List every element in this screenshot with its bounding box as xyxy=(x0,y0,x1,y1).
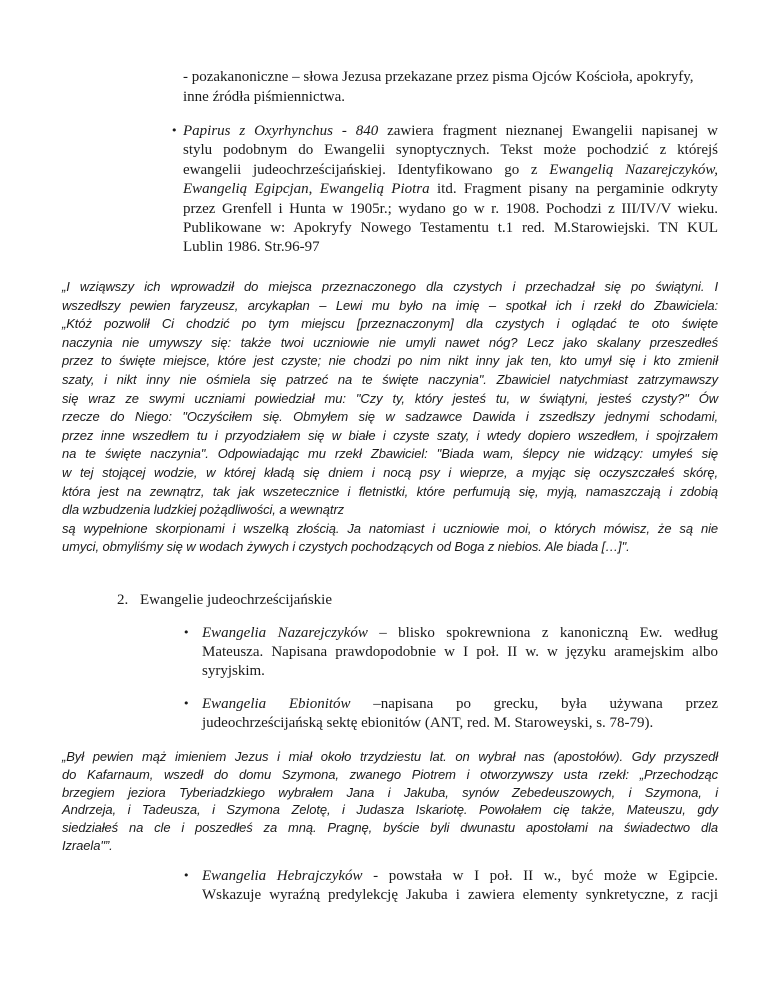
list-item-nazarejczykow xyxy=(202,624,718,681)
text-line xyxy=(202,624,718,643)
text-segment: na te święte naczynia". Odpowiadając mu rzekł Zbawiciel: "Biada wam, ślepcy nie widzący: umyłeś się xyxy=(62,446,718,462)
list-item-ebionitow xyxy=(202,695,718,733)
text-segment: , xyxy=(308,181,320,198)
text-line xyxy=(62,837,718,855)
text-segment: się wraz ze swymi uczniami powiedział mu: "Czy ty, który jesteś tu, w świątyni, jesteś czysty?" Ów xyxy=(62,390,718,406)
text-segment: wszedłszy pewien faryzeusz, arcykapłan – Lewi mu było na imię – spotkał ich i rzekł do Zbawiciela: xyxy=(62,297,718,313)
text-line xyxy=(183,122,718,141)
text-line xyxy=(62,315,718,334)
text-segment: przez inne wszedłem tu i przyodziałem się w białe i czyste szaty, i wtedy dopiero wszedłem, i spojrzałem xyxy=(62,427,718,443)
text-segment: - powstała w I poł. II w., być może w Egipcie. xyxy=(362,868,718,884)
text-line xyxy=(183,88,718,108)
text-segment: są wypełnione skorpionami i wszelką złością. Ja natomiast i uczniowie moi, o których mówisz, że są nie xyxy=(62,520,718,536)
text-line xyxy=(62,538,718,557)
italic-text: Ewangelia Nazarejczyków xyxy=(202,625,368,641)
text-segment: przez Grenfell i Hunta w 1905r.; wydano go w r. 1908. Pochodzi z III/IV/V wieku. xyxy=(183,200,718,217)
bullet-icon: • xyxy=(183,697,190,710)
text-line xyxy=(183,200,718,219)
text-line xyxy=(202,643,718,662)
text-line xyxy=(183,219,718,238)
text-line xyxy=(62,352,718,371)
text-segment: Andrzeja, i Tadeusza, i Szymona Zelotę, i Judasza Iskariotę. Powołałem cię także, Mateuszu, gdy xyxy=(62,802,718,818)
text-segment: zawiera fragment nieznanej Ewangelii napisanej w xyxy=(378,123,718,139)
text-segment: Lublin 1986. Str.96-97 xyxy=(183,239,320,256)
text-segment: „I wziąwszy ich wprowadził do miejsca przeznaczonego dla czystych i przechadzał się po świątyni. I xyxy=(62,279,718,294)
text-line xyxy=(62,408,718,427)
italic-text: Ewangelią Piotra xyxy=(319,181,430,198)
text-segment: brzegiem jeziora Tyberiadzkiego wybrałem Jana i Jakuba, synów Zebedeuszowych, i Szymona, i xyxy=(62,784,718,800)
text-segment: – blisko spokrewniona z kanoniczną Ew. według xyxy=(367,625,718,641)
text-segment: przez to święte miejsce, które jest czyste; nie chodzi po nim nikt inny jak ten, kto umył się i kto zmienił xyxy=(62,353,718,369)
italic-text: Ewangelia Ebionitów xyxy=(202,696,351,712)
text-line xyxy=(62,297,718,316)
text-line xyxy=(183,180,718,199)
bullet-icon: • xyxy=(171,124,178,137)
text-segment: Wskazuje wyraźną predylekcję Jakuba i zawiera elementy synkretyczne, z racji xyxy=(202,887,718,903)
text-segment: –napisana po grecku, była używana przez xyxy=(350,696,718,712)
text-segment: judeochrześcijańską sektę ebionitów (ANT, red. M. Staroweyski, s. 78-79). xyxy=(202,715,654,731)
quote-ebionitow xyxy=(62,748,718,855)
text-line xyxy=(202,886,718,905)
paragraph-pozakanoniczne xyxy=(183,68,718,107)
italic-text: Ewangelia Hebrajczyków xyxy=(202,868,363,884)
text-segment: ewangelii judeochrześcijańskiej. Identyfikowano go z xyxy=(183,161,550,178)
text-line xyxy=(140,591,540,610)
bullet-icon: • xyxy=(183,626,190,639)
text-segment: naczynia nie umywszy się: także twoi uczniowie nie umyli nawet nóg? Lecz jako skalany przeszedłeś xyxy=(62,334,718,350)
bullet-icon: • xyxy=(183,869,190,882)
text-line xyxy=(62,371,718,390)
text-line xyxy=(62,784,718,802)
text-segment: Publikowane w: Apokryfy Nowego Testamentu t.1 red. M.Starowiejski. TN KUL xyxy=(183,220,718,237)
text-segment: inne źródła piśmiennictwa. xyxy=(183,88,346,105)
text-segment: stylu podobnym do Ewangelii synoptycznych. Tekst może pochodzić z którejś xyxy=(183,142,718,159)
text-line xyxy=(183,68,718,88)
text-line xyxy=(62,483,718,502)
text-segment: Mateusza. Napisana prawdopodobnie w I poł. II w. w języku aramejskim albo xyxy=(202,644,718,660)
text-segment: szaty, i nikt inny nie ośmiela się patrzeć na te święte naczynia". Zbawiciel natychmiast zatrzymawszy xyxy=(62,371,718,387)
text-segment: do Kafarnaum, wszedł do domu Szymona, zwanego Piotrem i otworzywszy usta rzekł: „Przechodząc xyxy=(62,766,718,782)
text-line xyxy=(62,501,718,520)
text-segment: umyci, obmyliśmy się w wodach żywych i czystych pochodzących od Boga z niebios. Ale biada […]". xyxy=(62,539,630,555)
text-segment: syryjskim. xyxy=(202,663,265,679)
text-line xyxy=(62,427,718,446)
text-line xyxy=(183,161,718,180)
text-segment: itd. Fragment pisany na pergaminie odkryty xyxy=(429,181,719,198)
text-line xyxy=(202,662,718,681)
text-line xyxy=(202,867,718,886)
text-line xyxy=(202,714,718,733)
text-line xyxy=(62,766,718,784)
text-line xyxy=(183,238,718,257)
quote-papirus xyxy=(62,278,718,557)
text-segment: „Był pewien mąż imieniem Jezus i miał około trzydziestu lat. on wybrał nas (apostołów). Gdy przyszedł xyxy=(62,749,718,764)
text-line xyxy=(62,464,718,483)
text-line xyxy=(183,141,718,160)
list-item-papirus xyxy=(183,122,718,258)
section-heading xyxy=(140,591,540,610)
text-segment: Izraela"”. xyxy=(62,837,113,853)
text-line xyxy=(62,801,718,819)
text-line xyxy=(62,390,718,409)
text-segment: Ewangelie judeochrześcijańskie xyxy=(140,592,332,608)
italic-text: Papirus z Oxyrhynchus - 840 xyxy=(183,123,379,139)
text-segment: „Któż pozwolił Ci chodzić po tym miejscu [przeznaczonym] dla czystych i oglądać te oto święte xyxy=(62,316,718,332)
text-segment: dla wzbudzenia ludzkiej pożądliwości, a wewnątrz xyxy=(62,502,345,518)
text-line xyxy=(202,695,718,714)
text-segment: która jest na zewnątrz, tak jak wszetecznice i fletnistki, które perfumują się, myją, namaszczają i zdobią xyxy=(62,483,718,499)
text-line xyxy=(62,334,718,353)
text-line xyxy=(62,520,718,539)
text-line xyxy=(62,278,718,297)
text-line xyxy=(62,445,718,464)
list-number: 2. xyxy=(117,592,129,608)
text-line xyxy=(62,819,718,837)
text-line xyxy=(62,748,718,766)
italic-text: Ewangelią Egipcjan xyxy=(183,181,309,198)
text-segment: rzecze do Niego: "Oczyściłem się. Obmyłem się w sadzawce Dawida i zszedłszy jednymi schodami, xyxy=(62,409,718,425)
list-item-hebrajczykow xyxy=(202,867,718,905)
italic-text: Ewangelią Nazarejczyków, xyxy=(549,161,718,178)
text-segment: siedziałeś na cle i poszedłeś za mną. Pragnę, byście byli dwunastu apostołami na świadectwo dla xyxy=(62,820,718,836)
text-segment: w tej stojącej wodzie, w której kładą się dniem i nocą psy i wieprze, a myjąc się oczyszczałeś skórę, xyxy=(62,464,718,480)
text-segment: - pozakanoniczne – słowa Jezusa przekazane przez pisma Ojców Kościoła, apokryfy, xyxy=(183,69,694,85)
